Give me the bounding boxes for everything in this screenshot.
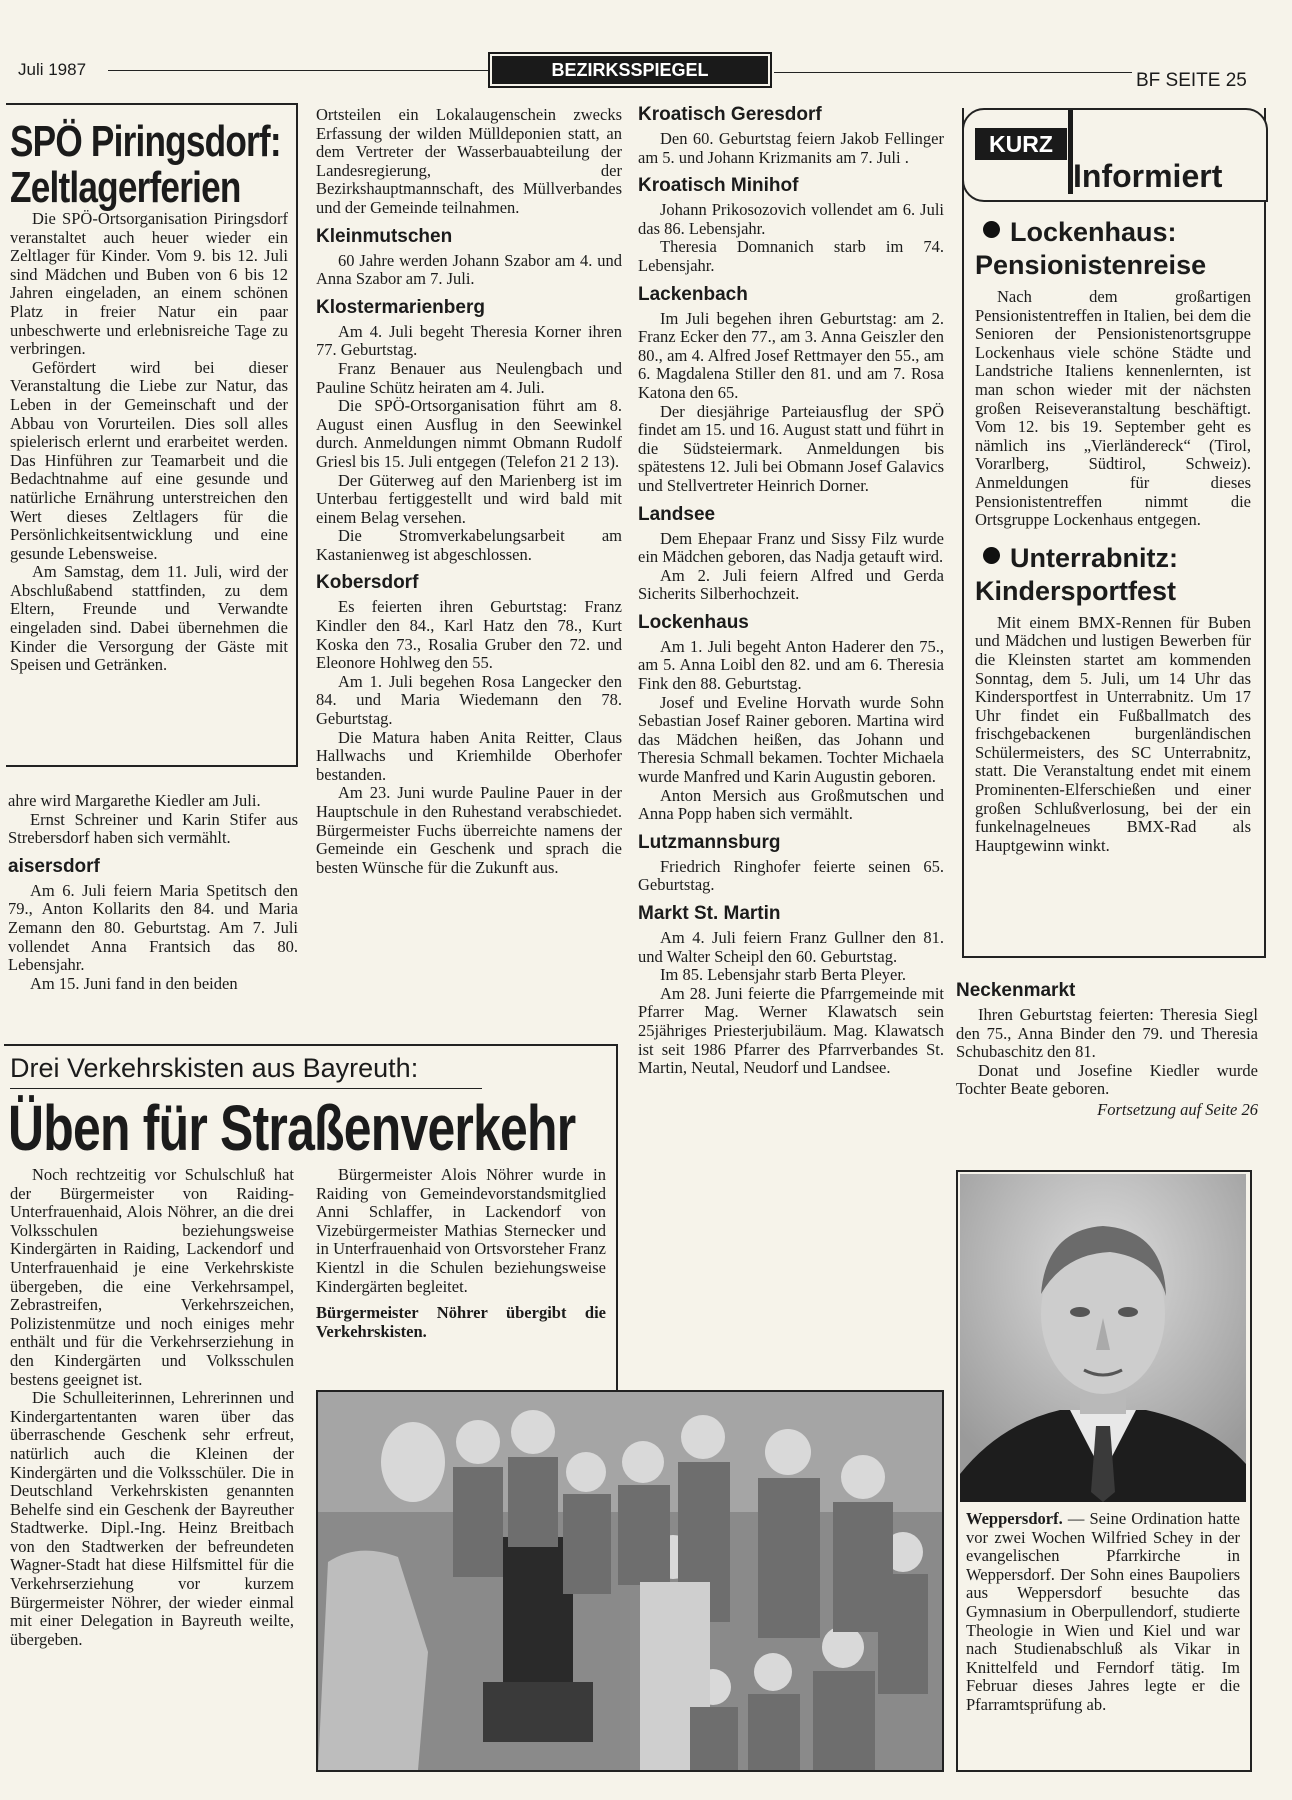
paragraph: Die SPÖ-Ortsorganisation führt am 8. August einen Ausflug in den Seewinkel durch. Anmeldungen nimmt Obmann Rudolf Griesl bis 15. Juli entgegen (Telefon 21 2 13). — [316, 396, 622, 471]
paragraph: Am 23. Juni wurde Pauline Pauer in der Hauptschule in den Ruhestand verabschiedet. Bürgermeister Fuchs überreichte namens der Gemeinde ein Geschenk und sprach die besten Wünsche für die Zukunft aus. — [316, 783, 622, 877]
section-heading: Kleinmutschen — [316, 225, 453, 247]
paragraph: Dem Ehepaar Franz und Sissy Filz wurde ein Mädchen geboren, das Nadja getauft wird. — [638, 528, 944, 567]
verkehr-headline: Üben für Straßenverkehr — [8, 1092, 576, 1164]
header-rule-right — [774, 72, 1132, 73]
paragraph: Mit einem BMX-Rennen für Buben und Mädchen und lustigen Bewerben für die Kleinsten startet am kommenden Sonntag, dem 5. Juli, um 14 Uhr das Kindersportfest in Unterrabnitz. Um 17 Uhr findet ein Fußballmatch des frischgebackenen burgenländischen Schülermeisters, des SC Unterrabnitz, statt. Die Veranstaltung endet mit einem Prominenten-Elferschießen und einer großen Schlußverlosung, bei der ein funkelnagelneues BMX-Rad als Hauptgewinn winkt. — [975, 612, 1251, 855]
paragraph: Der diesjährige Parteiausflug der SPÖ findet am 15. und 16. August statt und führt in die Südsteiermark. Anmeldungen bis spätestens 12. Juli bei Obmann Josef Galavics und Stellvertreter Heinrich Dorner. — [638, 401, 944, 495]
paragraph: Ortsteilen ein Lokalaugenschein zwecks Erfassung der wilden Mülldeponien statt, an dem Vertreter der Wasserbauabteilung der Landesregierung, der Bezirkshauptmannschaft, des Müllverbandes und der Gemeinde teilnahmen. — [316, 105, 622, 217]
paragraph — [966, 1510, 1240, 1715]
paragraph: Am Samstag, dem 11. Juli, wird der Abschlußabend stattfinden, zu dem Eltern, Freunde und Verwandte eingeladen sind. Dabei übernehmen die Kinder die Versorgung der Gäste mit Speisen und Getränken. — [10, 562, 288, 675]
paragraph: ahre wird Margarethe Kiedler am Juli. — [8, 791, 261, 810]
paragraph: Am 4. Juli begeht Theresia Korner ihren 77. Geburtstag. — [316, 321, 622, 360]
heading-text: Unterrabnitz: — [1010, 542, 1178, 573]
neckenmarkt-section — [956, 980, 1258, 1120]
paragraph: Anton Mersich aus Großmutschen und Anna Popp haben sich vermählt. — [638, 785, 944, 824]
paragraph: Im Juli begehen ihren Geburtstag: am 2. Franz Ecker den 77., am 3. Anna Geiszler den 80., am 4. Alfred Josef Rettmayer den 55., am 6. Magdalena Stiller den 81. und am 7. Rosa Katona den 65. — [638, 308, 944, 402]
paragraph: Franz Benauer aus Neulengbach und Pauline Schütz heiraten am 4. Juli. — [316, 358, 622, 397]
paragraph: Die Stromverkabelungsarbeit am Kastanienweg ist abgeschlossen. — [316, 526, 622, 564]
portrait-illustration — [960, 1174, 1246, 1502]
paragraph: Am 28. Juni feierte die Pfarrgemeinde mit Pfarrer Mag. Werner Klawatsch sein 25jähriges Priesterjubiläum. Mag. Klawatsch ist seit 1986 Pfarrer des Pfarrverbandes St. Martin, Neutal, Neudorf und Landsee. — [638, 983, 944, 1078]
paragraph: Donat und Josefine Kiedler wurde Tochter Beate geboren. — [956, 1060, 1258, 1099]
left-lower-fragment — [8, 792, 298, 993]
continuation-note: Fortsetzung auf Seite 26 — [1097, 1099, 1258, 1119]
paragraph: Ihren Geburtstag feierten: Theresia Siegl den 75., Anna Binder den 79. und Theresia Schubaschitz den 81. — [956, 1005, 1258, 1062]
kurz-heading-2 — [975, 542, 1251, 574]
paragraph: Am 4. Juli feiern Franz Gullner den 81. und Walter Scheipl den 60. Geburtstag. — [638, 928, 944, 966]
bullet-icon — [983, 221, 1000, 238]
verkehr-left-col — [10, 1166, 294, 1649]
spoe-headline-1: SPÖ Piringsdorf: — [10, 117, 281, 166]
section-heading: Markt St. Martin — [638, 903, 781, 924]
paragraph: Der Güterweg auf den Marienberg ist im Unterbau fertiggestellt und wird bald mit einem Belag versehen. — [316, 470, 622, 527]
kurz-text-2 — [975, 614, 1251, 856]
paragraph: Am 2. Juli feiern Alfred und Gerda Sicherits Silberhochzeit. — [638, 565, 944, 604]
paragraph: Am 1. Juli begeht Anton Haderer den 75., am 5. Anna Loibl den 82. und am 6. Theresia Fink den 88. Geburtstag. — [638, 636, 944, 694]
paragraph: 60 Jahre werden Johann Szabor am 4. und Anna Szabor am 7. Juli. — [316, 250, 622, 289]
section-heading: Kroatisch Minihof — [638, 175, 799, 197]
verkehr-kicker: Drei Verkehrskisten aus Bayreuth: — [10, 1053, 419, 1083]
paragraph: Friedrich Ringhofer feierte seinen 65. Geburtstag. — [638, 856, 944, 895]
paragraph: Die SPÖ-Ortsorganisation Piringsdorf veranstaltet auch heuer wieder ein Zeltlager für Kinder. Vom 9. bis 12. Juli sind Mädchen und Buben von 6 bis 12 Jahren eingeladen, an einem schönen Platz in freier Natur ein paar unbeschwerte und erlebnisreiche Tage zu verbringen. — [10, 209, 288, 359]
body-text: — Seine Ordination hatte vor zwei Wochen Wilfried Schey in der evangelischen Pfarrkirche in Weppersdorf. Der Sohn eines Baupoliers aus Weppersdorf besuchte das Gymnasium in Oberpullendorf, studierte Theologie in Wien und Kiel und war nach Studienabschluß als Vikar in Knittelfeld und Ferndorf tätig. Im Februar dieses Jahres legte er die Pfarramtsprüfung ab. — [966, 1509, 1240, 1714]
kurz-content — [975, 216, 1251, 855]
paragraph: Am 6. Juli feiern Maria Spetitsch den 79., Anton Kollarits den 84. und Maria Zemann den 80. Geburtstag. Am 7. Juli vollendet Anna Frantsich das 80. Lebensjahr. — [8, 880, 298, 975]
lead-word: Weppersdorf. — [966, 1509, 1063, 1528]
weppersdorf-text — [966, 1510, 1240, 1715]
paragraph: Im 85. Lebensjahr starb Berta Pleyer. — [660, 965, 907, 985]
middle-column — [316, 106, 622, 877]
section-heading: Lackenbach — [638, 283, 748, 305]
paragraph: Am 1. Juli begehen Rosa Langecker den 84. und Maria Wiedemann den 78. Geburtstag. — [316, 671, 622, 729]
kurz-heading-1b: Pensionistenreise — [975, 250, 1207, 280]
section-heading: Klostermarienberg — [316, 296, 485, 318]
group-photo-illustration — [318, 1392, 942, 1770]
section-heading: Landsee — [638, 503, 716, 525]
spoe-body — [10, 210, 288, 675]
section-heading: aisersdorf — [8, 855, 100, 877]
portrait-photo — [960, 1174, 1246, 1502]
paragraph: Am 15. Juni fand in den beiden — [30, 973, 238, 993]
paragraph: Den 60. Geburtstag feiern Jakob Fellinger am 5. und Johann Krizmanits am 7. Juli . — [638, 129, 944, 167]
verkehr-mid-col — [316, 1166, 606, 1341]
heading-text: Lockenhaus: — [1010, 217, 1177, 247]
paragraph: Gefördert wird bei dieser Veranstaltung die Liebe zur Natur, das Leben in der Gemeinschaft und der Abbau von Vorurteilen. Dies soll alles spielerisch erlernt und erarbeitet werden. Das Hinführen zur Teamarbeit und die Bedachtnahme auf eine gesunde und natürliche Ernährung unterstreichen den Wert dieses Zeltlagers für die Persönlichkeitsentwicklung und eine gesunde Lebensweise. — [10, 357, 288, 563]
section-heading: Lutzmannsburg — [638, 831, 781, 853]
section-heading: Kobersdorf — [316, 572, 419, 594]
kurz-heading-2b: Kindersportfest — [975, 575, 1177, 606]
bullet-icon — [983, 547, 1000, 564]
section-banner: BEZIRKSSPIEGEL — [492, 56, 768, 84]
kurz-heading-1 — [975, 216, 1251, 248]
header-rule-left — [108, 70, 490, 71]
spoe-headline-2: Zeltlagerferien — [10, 163, 241, 212]
paragraph: Ernst Schreiner und Karin Stifer aus Strebersdorf haben sich vermählt. — [8, 809, 298, 848]
section-heading: Lockenhaus — [638, 611, 749, 633]
paragraph: Die Matura haben Anita Reitter, Claus Hallwachs und Kriemhilde Oberhofer bestanden. — [316, 727, 622, 784]
photo-caption: Bürgermeister Nöhrer übergibt die Verkehrskisten. — [316, 1303, 606, 1341]
kurz-tag: KURZ — [975, 128, 1067, 160]
paragraph: Johann Prikosozovich vollendet am 6. Juli das 86. Lebensjahr. — [638, 200, 944, 238]
kurz-title: Informiert — [1073, 158, 1223, 194]
kurz-text-1 — [975, 288, 1251, 530]
section-heading: Neckenmarkt — [956, 980, 1076, 1001]
paragraph: Bürgermeister Alois Nöhrer wurde in Raiding von Gemeindevorstandsmitglied Anni Schlaffer, in Lackendorf von Vizebürgermeister Mathias Sternecker und in Unterfrauenhaid von Ortsvorsteher Franz Kientzl in die Schulen beziehungsweise Kindergärten begleitet. — [316, 1165, 606, 1296]
kicker-underline — [10, 1088, 482, 1089]
paragraph: Theresia Domnanich starb im 74. Lebensjahr. — [638, 237, 944, 275]
group-photo — [316, 1390, 944, 1772]
header-page: BF SEITE 25 — [1136, 70, 1247, 91]
header-date: Juli 1987 — [18, 60, 87, 79]
paragraph: Josef und Eveline Horvath wurde Sohn Sebastian Josef Rainer geboren. Martina wird das Mädchen heißen, das Johann und Theresia Schmall bekamen. Tochter Michaela wurde Manfred und Karin Augustin geboren. — [638, 692, 944, 787]
right-middle-column — [638, 104, 944, 1078]
section-heading: Kroatisch Geresdorf — [638, 104, 822, 125]
paragraph: Es feierten ihren Geburtstag: Franz Kindler den 84., Karl Hatz den 78., Kurt Koska den 73., Rosalia Gruber den 72. und Eleonore Hohlweg den 55. — [316, 597, 622, 673]
paragraph: Die Schulleiterinnen, Lehrerinnen und Kindergartentanten waren über das überraschende Geschenk sehr erfreut, natürlich auch die Kleinen der Kindergärten und die Volksschüler. Die in Deutschland Verkehrskisten genannten Behelfe sind ein Geschenk der Bayreuther Stadtwerke. Dipl.-Ing. Heinz Breitbach von den Stadtwerken der befreundeten Wagner-Stadt hat diese Hilfsmittel für die Verkehrserziehung vor kurzem Bürgermeister Nöhrer, der wieder einmal mit einer Delegation in Bayreuth weilte, übergeben. — [10, 1388, 294, 1649]
paragraph: Noch rechtzeitig vor Schulschluß hat der Bürgermeister von Raiding-Unterfrauenhaid, Alois Nöhrer, an die drei Volksschulen beziehungsweise Kindergärten in Raiding, Lackendorf und Unterfrauenhaid je eine Verkehrskiste übergeben, die eine Verkehrsampel, Zebrastreifen, Verkehrszeichen, Polizistenmütze und noch einiges mehr enthält und für die Verkehrserziehung in den Kindergärten und Volksschulen bestens geeignet ist. — [10, 1165, 294, 1389]
paragraph: Nach dem großartigen Pensionistentreffen in Italien, bei dem die Senioren der Pensionistenortsgruppe Lockenhaus viele schöne Städte und Landstriche Italiens kennenlernten, ist man schon wieder mit der nächsten großen Reiseveranstaltung beschäftigt. Vom 12. bis 19. September geht es nämlich ins „Vierländereck“ (Tirol, Vorarlberg, Südtirol, Schweiz). Anmeldungen für dieses Pensionistentreffen nimmt die Ortsgruppe Lockenhaus entgegen. — [975, 287, 1251, 530]
